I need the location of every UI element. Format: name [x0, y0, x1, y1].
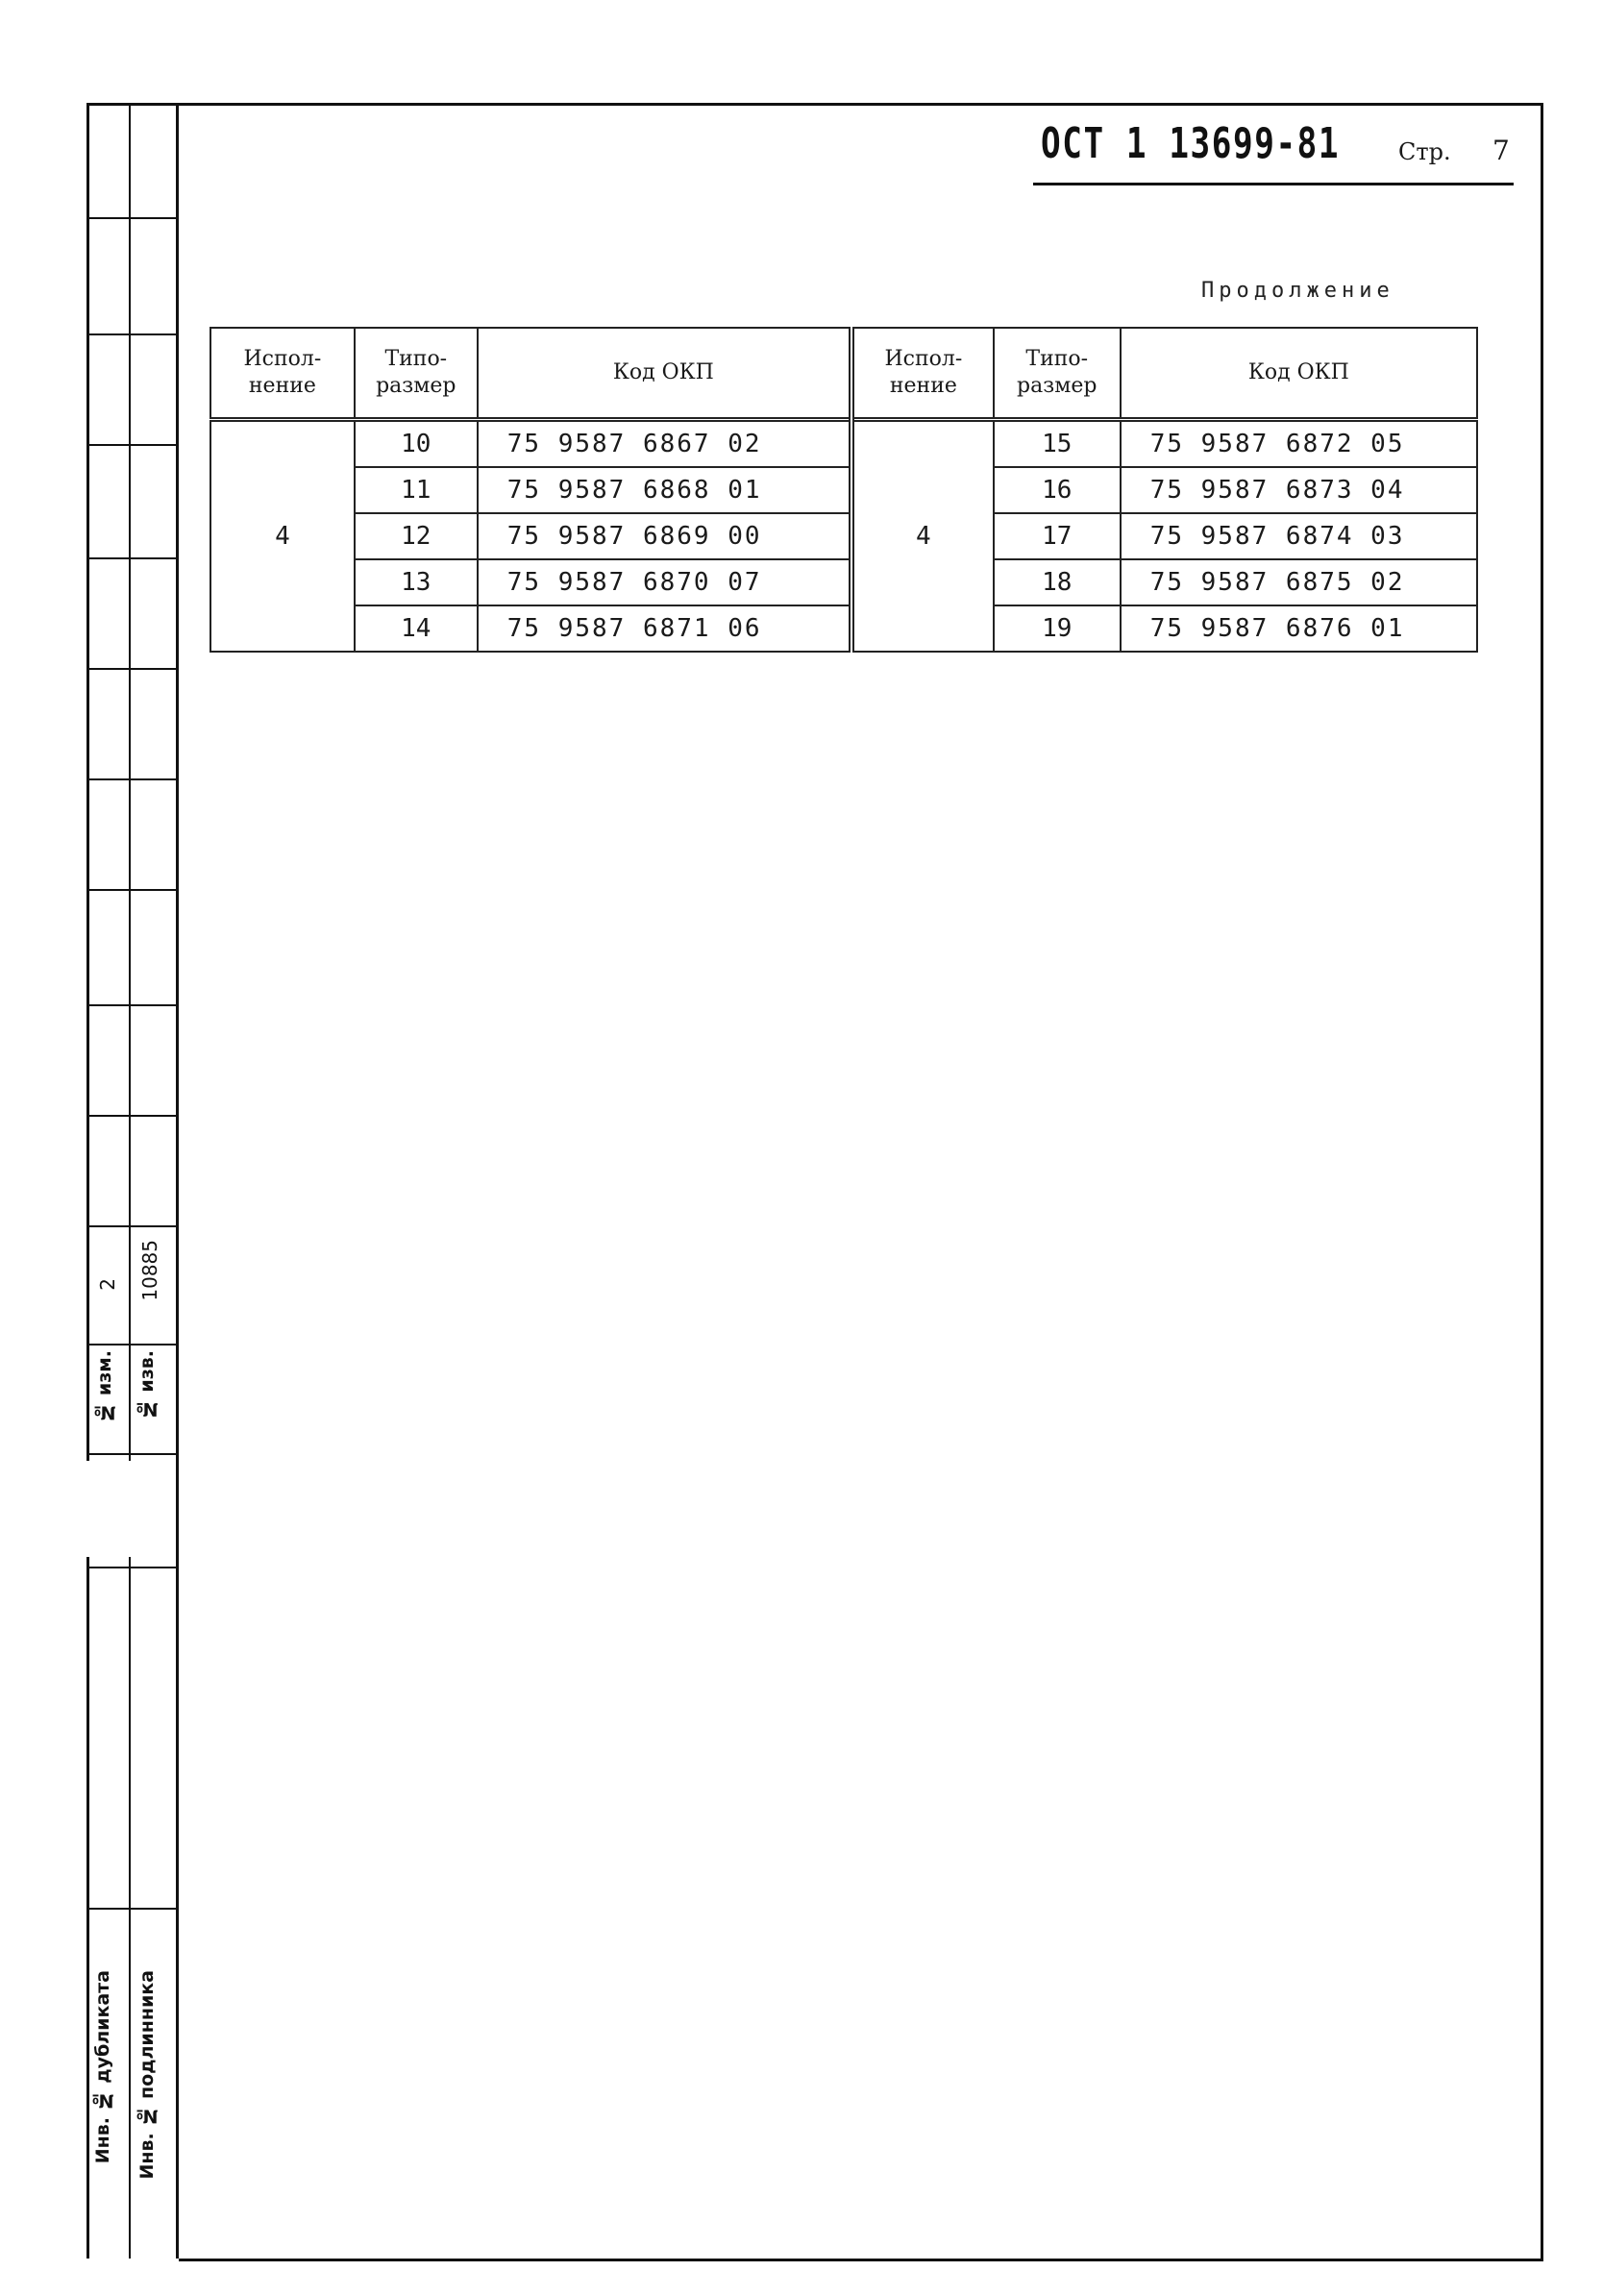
strip-rule	[86, 1225, 179, 1227]
change-no-value: 2	[96, 1278, 119, 1291]
strip-rule	[86, 1908, 179, 1910]
table-row	[210, 513, 1477, 559]
doc-header	[1033, 115, 1514, 185]
table-row	[210, 559, 1477, 605]
okp-code-cell: 75 9587 6867 02	[478, 420, 851, 468]
table-header-row	[210, 328, 1477, 420]
okp-code-cell: 75 9587 6875 02	[1121, 559, 1477, 605]
strip-rule	[86, 1567, 179, 1568]
okp-code-cell: 75 9587 6871 06	[478, 605, 851, 652]
column-header: Код ОКП	[478, 328, 851, 420]
size-cell: 15	[994, 420, 1121, 468]
table-row	[210, 420, 1477, 468]
strip-rule	[86, 217, 179, 219]
change-no-label: № изм.	[94, 1350, 115, 1423]
margin-strip-gap	[85, 1461, 133, 1557]
variant-cell-right: 4	[851, 420, 994, 653]
okp-code-cell: 75 9587 6873 04	[1121, 467, 1477, 513]
okp-code-cell: 75 9587 6874 03	[1121, 513, 1477, 559]
strip-rule	[86, 333, 179, 335]
size-cell: 16	[994, 467, 1121, 513]
column-header: Код ОКП	[1121, 328, 1477, 420]
notice-no-value: 10885	[138, 1240, 161, 1301]
okp-code-table	[210, 327, 1478, 653]
size-cell: 14	[355, 605, 478, 652]
strip-rule	[86, 1115, 179, 1117]
table-row	[210, 467, 1477, 513]
continuation-label: Продолжение	[1201, 279, 1394, 303]
strip-rule	[86, 557, 179, 559]
okp-code-cell: 75 9587 6876 01	[1121, 605, 1477, 652]
doc-code: ОСТ 1 13699-81	[1041, 119, 1341, 168]
okp-code-cell: 75 9587 6872 05	[1121, 420, 1477, 468]
page-label: Стр.	[1398, 138, 1451, 165]
column-header: Типо- размер	[355, 328, 478, 420]
original-inv-label: Инв. № подлинника	[136, 1970, 158, 2180]
okp-code-cell: 75 9587 6869 00	[478, 513, 851, 559]
size-cell: 10	[355, 420, 478, 468]
notice-no-label: № изв.	[136, 1350, 158, 1420]
strip-rule	[86, 1344, 179, 1346]
strip-rule	[86, 1453, 179, 1455]
variant-cell-left: 4	[210, 420, 355, 653]
size-cell: 13	[355, 559, 478, 605]
column-header: Испол- нение	[210, 328, 355, 420]
strip-rule	[86, 778, 179, 780]
strip-rule	[86, 889, 179, 891]
duplicate-inv-label: Инв. № дубликата	[92, 1970, 113, 2164]
table-row	[210, 605, 1477, 652]
size-cell: 17	[994, 513, 1121, 559]
margin-strip	[86, 103, 179, 2259]
strip-rule	[86, 668, 179, 670]
okp-code-cell: 75 9587 6870 07	[478, 559, 851, 605]
strip-rule	[86, 444, 179, 446]
page-number: 7	[1492, 135, 1510, 166]
margin-strip-divider	[129, 103, 131, 2259]
size-cell: 18	[994, 559, 1121, 605]
column-header: Испол- нение	[851, 328, 994, 420]
okp-code-cell: 75 9587 6868 01	[478, 467, 851, 513]
size-cell: 12	[355, 513, 478, 559]
column-header: Типо- размер	[994, 328, 1121, 420]
size-cell: 19	[994, 605, 1121, 652]
strip-rule	[86, 1004, 179, 1006]
size-cell: 11	[355, 467, 478, 513]
